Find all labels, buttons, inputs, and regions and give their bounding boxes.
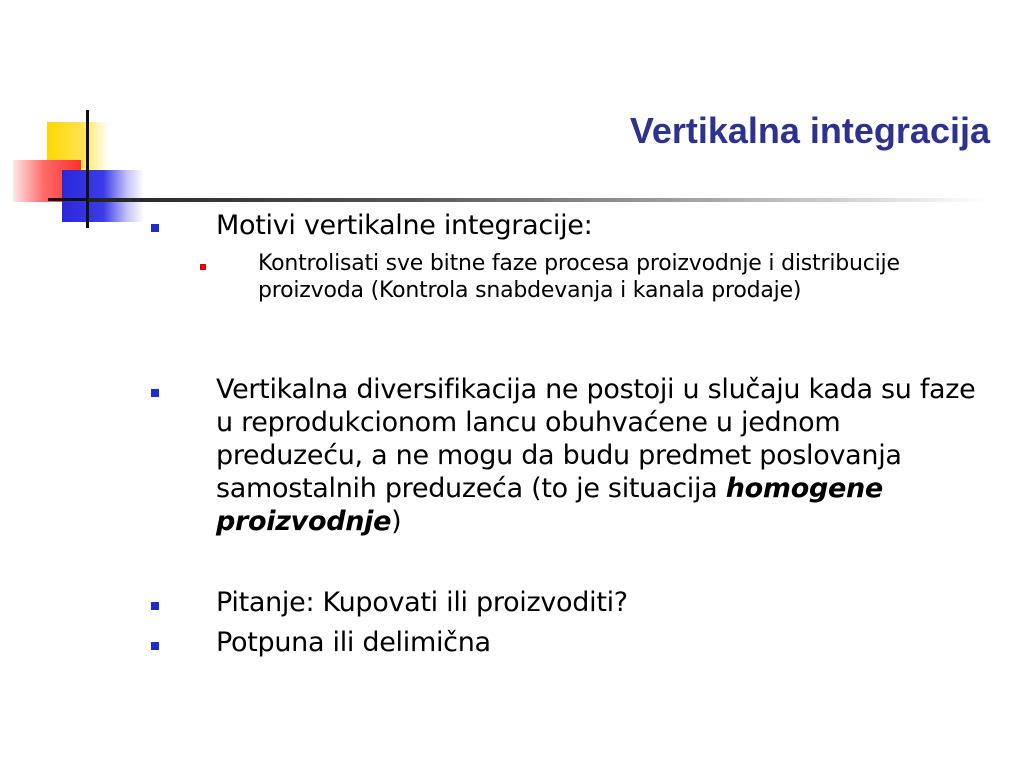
slide-title: Vertikalna integracija [629,110,990,151]
bullet-text: Pitanje: Kupovati ili proizvoditi? [216,587,628,618]
horizontal-rule-stub [48,198,93,201]
bullet-square-icon [151,642,159,650]
bullet-text: Motivi vertikalne integracije: [216,210,593,241]
sub-bullet-text: Kontrolisati sve bitne faze procesa proizvodnje i distribucije proizvoda (Kontrola snabdevanja i kanala prodaje) [258,251,900,303]
bullet-square-icon [151,602,159,610]
bullet-text-tail: ) [391,506,402,537]
bullet-text: Potpuna ili delimična [216,627,491,658]
title-underline [88,198,988,202]
blue-square [62,170,144,222]
vertical-rule [86,110,89,228]
bullet-text-emphasis: homogene proizvodnje [216,473,883,537]
bullet-square-icon [151,389,159,397]
bullet-text-main: Vertikalna diversifikacija ne postoji u slučaju kada su faze u reprodukcionom lancu obuhvaćene u jednom preduzeću, a ne mogu da budu predmet poslovanja samostalnih preduzeća (to je situacija [216,374,976,504]
bullet-text [216,373,976,538]
bullet-square-icon [151,224,159,232]
decorative-logo [0,0,200,240]
sub-bullet-square-icon [200,264,206,270]
